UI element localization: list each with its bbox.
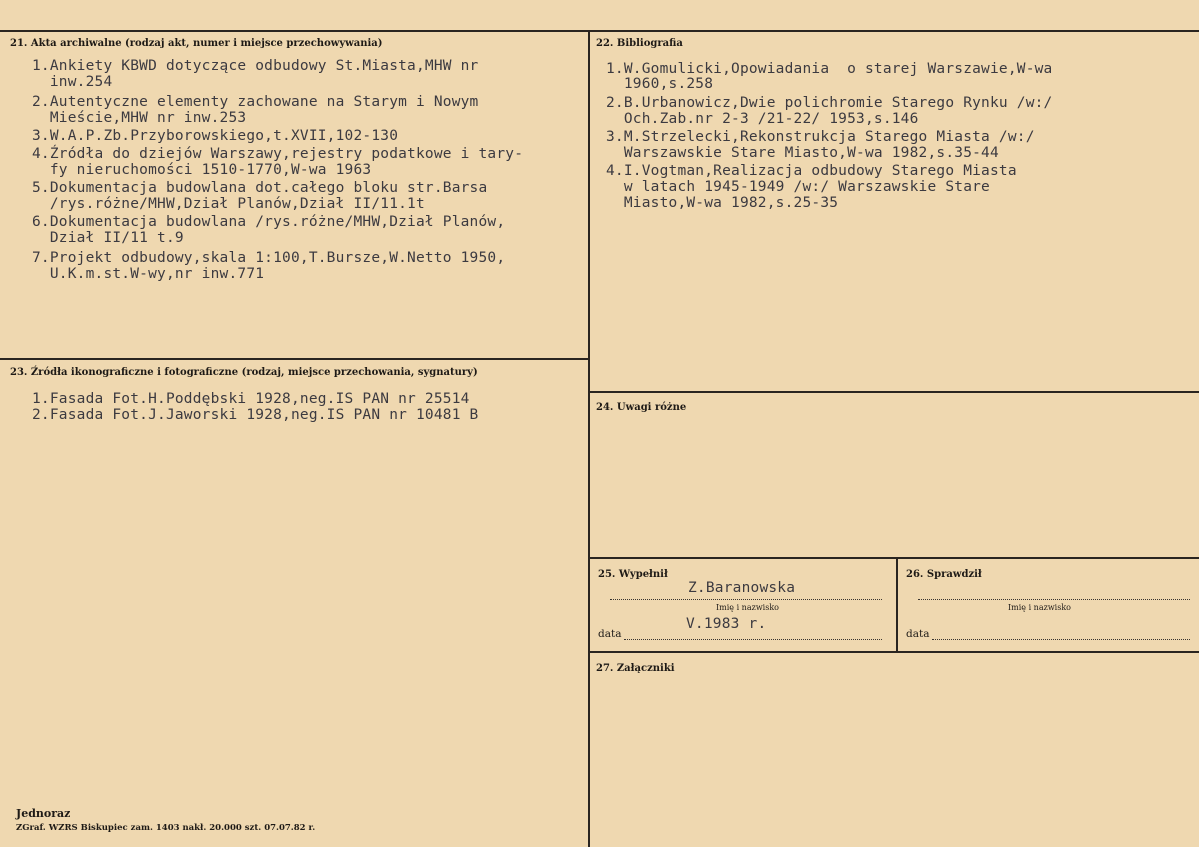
- section-25-heading: 25. Wypełnił: [598, 569, 668, 580]
- checked-date-line: [932, 639, 1190, 640]
- s21-line-6: 4.Źródła do dziejów Warszawy,rejestry podatkowe i tary-: [32, 146, 524, 162]
- filled-date-line: [624, 639, 882, 640]
- s21-line-7: fy nieruchomości 1510-1770,W-wa 1963: [32, 162, 372, 178]
- checked-by-name-line: [918, 599, 1190, 600]
- s23-line-1: 1.Fasada Fot.H.Poddębski 1928,neg.IS PAN nr 25514: [32, 391, 470, 407]
- s21-line-11: Dział II/11 t.9: [32, 230, 184, 246]
- footer-line-1: Jednoraz: [16, 807, 71, 820]
- s22-line-5: 3.M.Strzelecki,Rekonstrukcja Starego Miasta /w:/: [606, 129, 1035, 145]
- s22-line-8: w latach 1945-1949 /w:/ Warszawskie Stare: [606, 179, 990, 195]
- s21-line-12: 7.Projekt odbudowy,skala 1:100,T.Bursze,W.Netto 1950,: [32, 250, 506, 266]
- s22-line-3: 2.B.Urbanowicz,Dwie polichromie Starego Rynku /w:/: [606, 95, 1053, 111]
- s22-line-9: Miasto,W-wa 1982,s.25-35: [606, 195, 839, 211]
- s22-line-1: 1.W.Gomulicki,Opowiadania o starej Warszawie,W-wa: [606, 61, 1053, 77]
- s21-line-10: 6.Dokumentacja budowlana /rys.różne/MHW,Dział Planów,: [32, 214, 506, 230]
- s21-line-9: /rys.różne/MHW,Dział Planów,Dział II/11.1t: [32, 196, 425, 212]
- divider-21-23: [0, 358, 589, 360]
- section-24-heading: 24. Uwagi różne: [596, 402, 687, 413]
- filled-by-name-caption: Imię i nazwisko: [716, 603, 779, 612]
- filled-by-name: Z.Baranowska: [688, 580, 796, 596]
- section-23-heading: 23. Źródła ikonograficzne i fotograficzne (rodzaj, miejsce przechowania, sygnatury): [10, 367, 478, 378]
- s23-line-2: 2.Fasada Fot.J.Jaworski 1928,neg.IS PAN nr 10481 B: [32, 407, 479, 423]
- s22-line-4: Och.Zab.nr 2-3 /21-22/ 1953,s.146: [606, 111, 919, 127]
- s22-line-2: 1960,s.258: [606, 76, 714, 92]
- s21-line-8: 5.Dokumentacja budowlana dot.całego bloku str.Barsa: [32, 180, 488, 196]
- section-21-heading: 21. Akta archiwalne (rodzaj akt, numer i miejsce przechowywania): [10, 38, 383, 49]
- s21-line-4: Mieście,MHW nr inw.253: [32, 110, 247, 126]
- filled-date-label: data: [598, 628, 622, 640]
- s21-line-2: inw.254: [32, 74, 113, 90]
- checked-date-label: data: [906, 628, 930, 640]
- vertical-divider: [588, 30, 590, 847]
- section-27-heading: 27. Załączniki: [596, 663, 675, 674]
- s22-line-6: Warszawskie Stare Miasto,W-wa 1982,s.35-44: [606, 145, 999, 161]
- s21-line-1: 1.Ankiety KBWD dotyczące odbudowy St.Miasta,MHW nr: [32, 58, 479, 74]
- section-26-heading: 26. Sprawdził: [906, 569, 982, 580]
- section-22-heading: 22. Bibliografia: [596, 38, 683, 49]
- checked-by-name-caption: Imię i nazwisko: [1008, 603, 1071, 612]
- s21-line-5: 3.W.A.P.Zb.Przyborowskiego,t.XVII,102-130: [32, 128, 399, 144]
- top-border: [0, 30, 1199, 32]
- s21-line-3: 2.Autentyczne elementy zachowane na Starym i Nowym: [32, 94, 479, 110]
- divider-24-25: [589, 557, 1199, 559]
- s22-line-7: 4.I.Vogtman,Realizacja odbudowy Starego Miasta: [606, 163, 1017, 179]
- filled-by-name-line: [610, 599, 882, 600]
- s21-line-13: U.K.m.st.W-wy,nr inw.771: [32, 266, 265, 282]
- filled-date: V.1983 r.: [686, 616, 767, 632]
- footer-line-2: ZGraf. WZRS Biskupiec zam. 1403 nakł. 20.000 szt. 07.07.82 r.: [16, 823, 316, 833]
- divider-25-26: [896, 558, 898, 652]
- divider-25-27: [589, 651, 1199, 653]
- divider-22-24: [589, 391, 1199, 393]
